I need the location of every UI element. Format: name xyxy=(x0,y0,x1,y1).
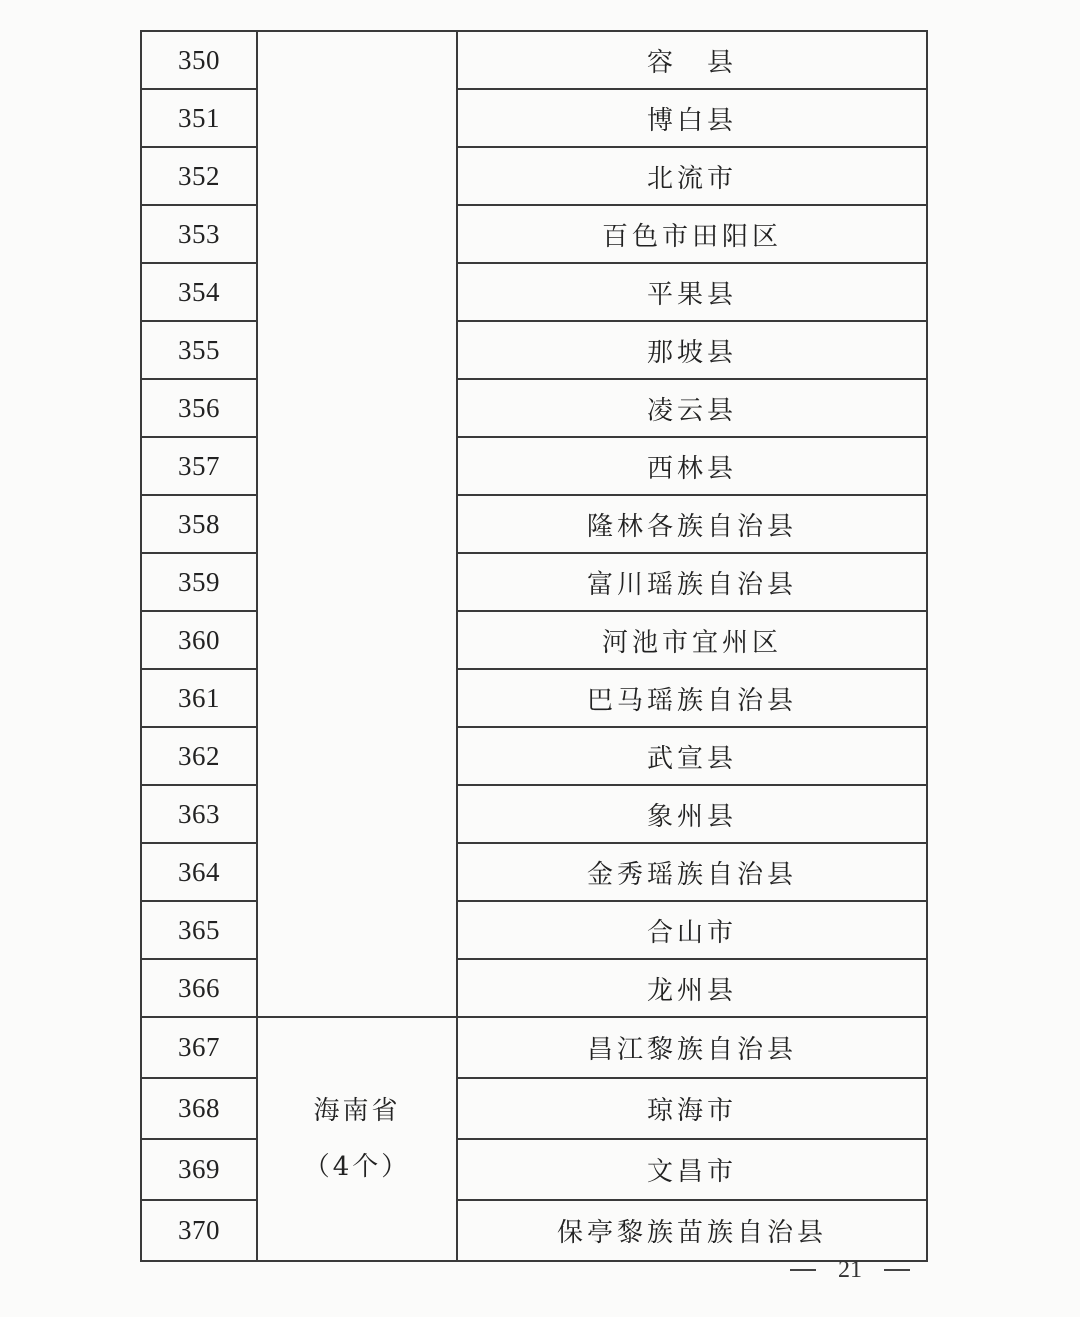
row-number: 369 xyxy=(141,1139,257,1200)
table-row xyxy=(141,1017,927,1078)
county-name: 昌江黎族自治县 xyxy=(457,1017,927,1078)
row-number: 350 xyxy=(141,31,257,89)
row-number: 357 xyxy=(141,437,257,495)
county-name: 隆林各族自治县 xyxy=(457,495,927,553)
footer-dash-left xyxy=(790,1269,816,1271)
county-name: 容 县 xyxy=(457,31,927,89)
county-name: 平果县 xyxy=(457,263,927,321)
row-number: 351 xyxy=(141,89,257,147)
row-number: 359 xyxy=(141,553,257,611)
row-number: 363 xyxy=(141,785,257,843)
county-name: 凌云县 xyxy=(457,379,927,437)
row-number: 362 xyxy=(141,727,257,785)
county-name: 富川瑶族自治县 xyxy=(457,553,927,611)
county-name: 巴马瑶族自治县 xyxy=(457,669,927,727)
county-name: 武宣县 xyxy=(457,727,927,785)
county-name: 百色市田阳区 xyxy=(457,205,927,263)
county-name: 北流市 xyxy=(457,147,927,205)
province-count: （4个） xyxy=(303,1152,411,1182)
page-footer xyxy=(790,1255,910,1285)
row-number: 356 xyxy=(141,379,257,437)
row-number: 366 xyxy=(141,959,257,1017)
row-number: 365 xyxy=(141,901,257,959)
province-name: 海南省 xyxy=(313,1096,401,1126)
province-cell-hainan xyxy=(257,1017,457,1261)
footer-dash-right xyxy=(884,1269,910,1271)
county-name: 那坡县 xyxy=(457,321,927,379)
county-name: 合山市 xyxy=(457,901,927,959)
county-name: 金秀瑶族自治县 xyxy=(457,843,927,901)
row-number: 354 xyxy=(141,263,257,321)
row-number: 358 xyxy=(141,495,257,553)
row-number: 361 xyxy=(141,669,257,727)
row-number: 353 xyxy=(141,205,257,263)
county-list-table xyxy=(140,30,928,1262)
province-cell-guangxi xyxy=(257,31,457,1017)
row-number: 368 xyxy=(141,1078,257,1139)
row-number: 367 xyxy=(141,1017,257,1078)
row-number: 370 xyxy=(141,1200,257,1261)
row-number: 360 xyxy=(141,611,257,669)
county-name: 象州县 xyxy=(457,785,927,843)
county-name: 保亭黎族苗族自治县 xyxy=(457,1200,927,1261)
row-number: 352 xyxy=(141,147,257,205)
table-row xyxy=(141,31,927,89)
county-name: 西林县 xyxy=(457,437,927,495)
county-name: 博白县 xyxy=(457,89,927,147)
row-number: 355 xyxy=(141,321,257,379)
county-name: 龙州县 xyxy=(457,959,927,1017)
row-number: 364 xyxy=(141,843,257,901)
county-name: 河池市宜州区 xyxy=(457,611,927,669)
county-name: 文昌市 xyxy=(457,1139,927,1200)
county-name: 琼海市 xyxy=(457,1078,927,1139)
page-number: 21 xyxy=(838,1256,862,1283)
